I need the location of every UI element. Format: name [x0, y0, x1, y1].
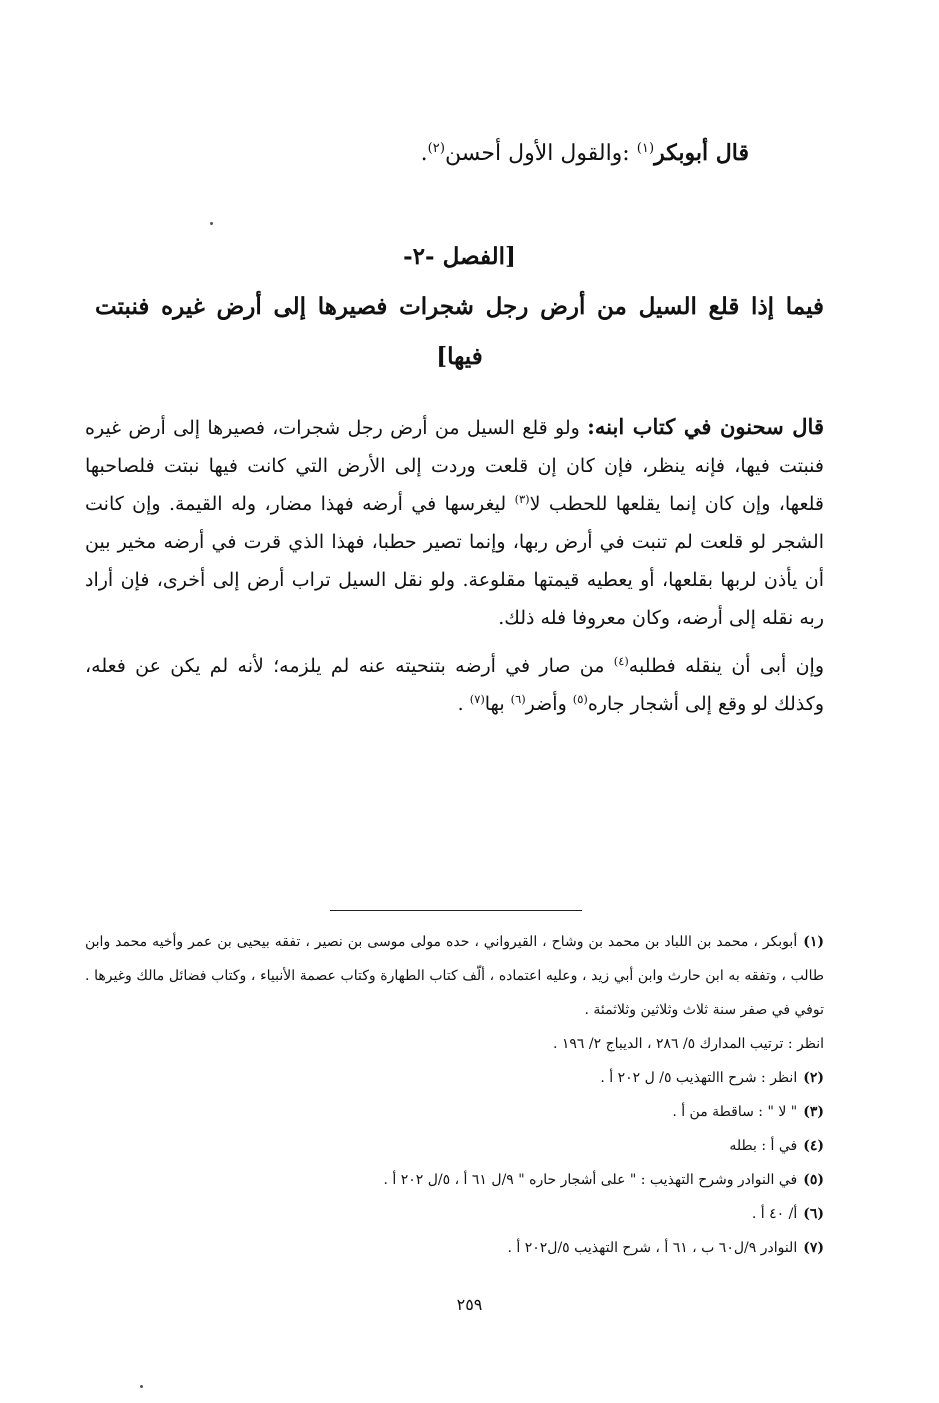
- footnote-ref-6: (٦): [510, 692, 526, 707]
- paragraph-lead: قال سحنون في كتاب ابنه:: [587, 414, 824, 439]
- footnote-number: (٥): [803, 1172, 824, 1188]
- footnote-number: (٢): [803, 1070, 824, 1086]
- footnote-number: (٧): [803, 1240, 824, 1256]
- page-number: ٢٥٩: [456, 1295, 483, 1314]
- footnote: [85, 1163, 824, 1197]
- footnote-number: (١): [803, 934, 824, 950]
- footnotes: [85, 925, 824, 1265]
- footnote: [85, 1095, 824, 1129]
- footnote-text: انظر : ترتيب المدارك ٥/ ٢٨٦ ، الديباج ٢/ ١٩٦ .: [552, 1036, 824, 1052]
- intro-text: :والقول الأول أحسن: [445, 141, 637, 166]
- footnote-ref-3: (٣): [514, 492, 530, 507]
- footnote-text: أ/ ٤٠ أ .: [751, 1206, 798, 1222]
- footnote-text: في النوادر وشرح التهذيب : " على أشجار حاره " ٩/ل ٦١ أ ، ٥/ل ٢٠٢ أ .: [383, 1172, 798, 1188]
- paragraph-2-text-b: من صار في أرضه بتنحيته عنه لم يلزمه؛ لأنه لم يكن عن فعله، وكذلك لو وقع إلى أشجار جاره: [85, 655, 824, 715]
- footnote: [85, 1197, 824, 1231]
- intro-end: .: [420, 141, 428, 166]
- section-title: فيما إذا قلع السيل من أرض رجل شجرات فصيرها إلى أرض غيره فنبتت فيها]: [95, 293, 824, 370]
- body-text: [85, 408, 824, 723]
- section-heading: [الفصل -٢-: [403, 243, 516, 270]
- paragraph-2-text-e: .: [457, 693, 470, 715]
- footnote: [85, 925, 824, 1027]
- paragraph-1-text-b: ليغرسها في أرضه فهذا مضار، وله القيمة. وإن كانت الشجر لو قلعت لم تنبت في أرض ربها، وإنما تصير حطبا، فهذا الذي قرت في أرضه مخير بين أن يأذن لربها بقلعها، أو يعطيه قيمتها مقلوعة. ولو نقل السيل تراب أرض إلى أخرى، فإن أراد ربه نقله إلى أرضه، وكان معروفا فله ذلك.: [85, 493, 824, 629]
- intro-line: [99, 140, 749, 166]
- footnote-ref-1: (١): [636, 141, 655, 157]
- footnote: [85, 1129, 824, 1163]
- footnote-text: النوادر ٩/ل٦٠ ب ، ٦١ أ ، شرح التهذيب ٥/ل٢٠٢ أ .: [507, 1240, 798, 1256]
- paragraph-2: [85, 647, 824, 723]
- footnote-ref-7: (٧): [469, 692, 485, 707]
- footnote-ref-4: (٤): [613, 654, 629, 669]
- footnote-ref-5: (٥): [572, 692, 588, 707]
- scan-speck: [140, 1385, 143, 1388]
- paragraph-2-text-c: وأضر: [525, 693, 573, 715]
- footnote-text: أبوبكر ، محمد بن اللباد بن محمد بن وشاح ، القيرواني ، حده مولى موسى بن نصير ، تفقه بيحيى بن عمر وأخيه محمد وابن طالب ، وتفقه به ابن حارث وابن أبي زيد ، وعليه اعتماده ، ألّف كتاب الطهارة وكتاب عصمة الأنبياء ، وكتاب فضائل مالك وغيرها . توفي في صفر سنة ثلاث وثلاثين وثلاثمئة .: [85, 934, 824, 1018]
- section-header: [95, 232, 824, 382]
- paragraph-2-text-a: وإن أبى أن ينقله فطلبه: [628, 655, 824, 677]
- scan-speck: [210, 222, 213, 225]
- intro-label: قال أبوبكر: [654, 140, 749, 166]
- footnote-number: (٣): [803, 1104, 824, 1120]
- footnote-separator: [330, 910, 582, 911]
- footnote-number: (٤): [803, 1138, 824, 1154]
- footnote-text: " لا " : ساقطة من أ .: [672, 1104, 798, 1120]
- paragraph-1-text-a: ولو قلع السيل من أرض رجل شجرات، فصيرها إلى أرض غيره فنبتت فيها، فإنه ينظر، فإن كان إن قلعت وردت إلى الأرض التي كانت فيها نبتت فلصاحبها قلعها، وإن كان إنما يقلعها للحطب لا: [85, 417, 824, 515]
- paragraph-1: [85, 408, 824, 637]
- footnote: [85, 1231, 824, 1265]
- footnote: [85, 1027, 824, 1061]
- footnote-ref-2: (٢): [427, 141, 446, 157]
- footnote-text: في أ : بطله: [729, 1138, 798, 1154]
- footnote-number: (٦): [803, 1206, 824, 1222]
- paragraph-2-text-d: بها: [484, 693, 511, 715]
- footnote-text: انظر : شرح االتهذيب ٥/ ل ٢٠٢ أ .: [600, 1070, 798, 1086]
- footnote: [85, 1061, 824, 1095]
